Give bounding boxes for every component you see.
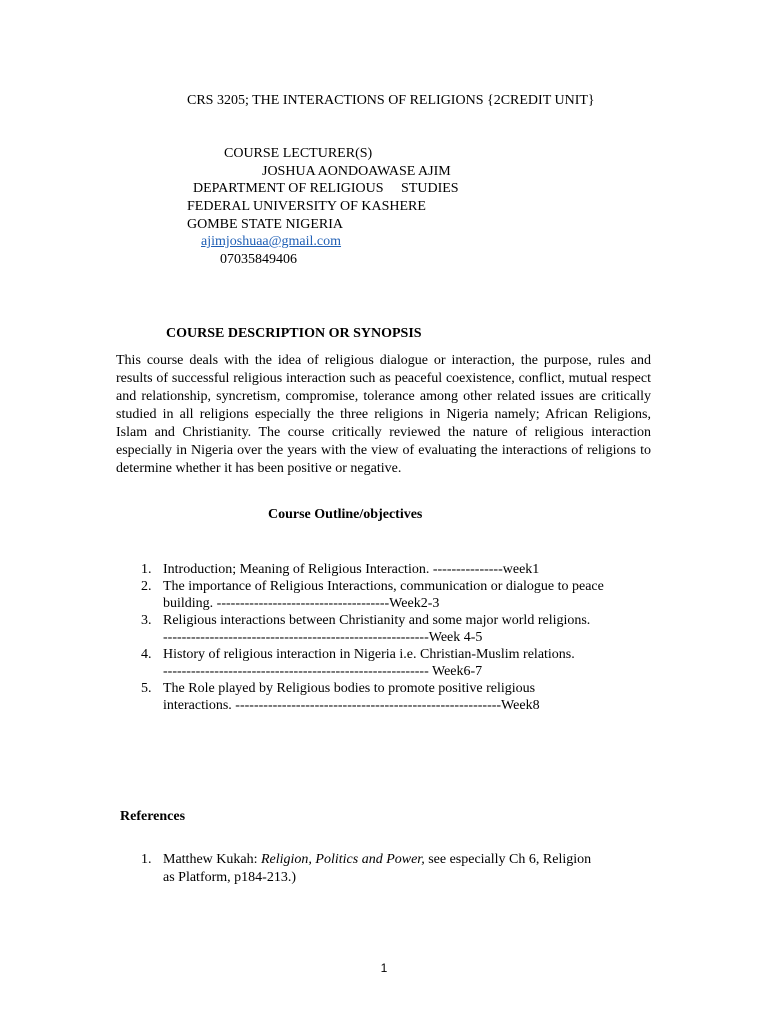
reference-continuation: as Platform, p184-213.) xyxy=(163,870,296,885)
list-item-text: The Role played by Religious bodies to promote positive religious xyxy=(163,681,536,696)
lecturer-location: GOMBE STATE NIGERIA xyxy=(187,217,343,232)
synopsis-paragraph: This course deals with the idea of religious dialogue or interaction, the purpose, rules and results of successful religious interaction such as peaceful coexistence, conflict, mutual respect and relationship, syncretism, compromise, tolerance among other related issues are critically studied in all religions especially the three religions in Nigeria namely; African Religions, Islam and Christianity. The course critically reviewed the nature of religious interaction especially in Nigeria over the years with the view of evaluating the interactions of religions to determine whether it has been positive or negative. xyxy=(116,353,651,476)
reference-author: Matthew Kukah: xyxy=(163,852,261,867)
list-item-continuation: building. -------------------------------------Week2-3 xyxy=(163,596,440,611)
list-item xyxy=(116,680,651,714)
lecturer-heading: COURSE LECTURER(S) xyxy=(224,146,373,161)
list-item xyxy=(116,646,651,680)
lecturer-phone: 07035849406 xyxy=(220,252,297,267)
lecturer-department: DEPARTMENT OF RELIGIOUS STUDIES xyxy=(193,181,459,196)
outline-heading: Course Outline/objectives xyxy=(268,507,423,522)
list-item-continuation: ---------------------------------------------------------Week 4-5 xyxy=(163,630,483,645)
lecturer-university: FEDERAL UNIVERSITY OF KASHERE xyxy=(187,199,426,214)
list-item xyxy=(116,851,651,887)
list-item-number: 1. xyxy=(141,562,152,577)
list-item xyxy=(116,561,651,578)
references-heading: References xyxy=(120,809,186,824)
list-item-text: The importance of Religious Interactions, communication or dialogue to peace xyxy=(163,579,604,594)
reference-title: Religion, Politics and Power, xyxy=(260,852,425,867)
synopsis-heading: COURSE DESCRIPTION OR SYNOPSIS xyxy=(166,326,422,341)
list-item-number: 2. xyxy=(141,579,152,594)
list-item-continuation: --------------------------------------------------------- Week6-7 xyxy=(163,664,483,679)
list-item-number: 1. xyxy=(141,852,152,867)
lecturer-email-link[interactable]: ajimjoshuaa@gmail.com xyxy=(201,234,342,249)
references-list xyxy=(116,851,651,887)
list-item-text: Introduction; Meaning of Religious Interaction. ---------------week1 xyxy=(163,562,540,577)
list-item-number: 3. xyxy=(141,613,152,628)
reference-details: see especially Ch 6, Religion xyxy=(424,852,592,867)
list-item-text: History of religious interaction in Nigeria i.e. Christian-Muslim relations. xyxy=(163,647,575,662)
outline-list xyxy=(116,561,651,714)
list-item xyxy=(116,578,651,612)
course-title: CRS 3205; THE INTERACTIONS OF RELIGIONS {2CREDIT UNIT} xyxy=(187,93,595,108)
page-number: 1 xyxy=(380,961,388,975)
lecturer-name: JOSHUA AONDOAWASE AJIM xyxy=(262,164,451,179)
list-item-number: 4. xyxy=(141,647,152,662)
list-item-continuation: interactions. ---------------------------------------------------------Week8 xyxy=(163,698,540,713)
list-item-text: Religious interactions between Christianity and some major world religions. xyxy=(163,613,591,628)
list-item xyxy=(116,612,651,646)
list-item-number: 5. xyxy=(141,681,152,696)
